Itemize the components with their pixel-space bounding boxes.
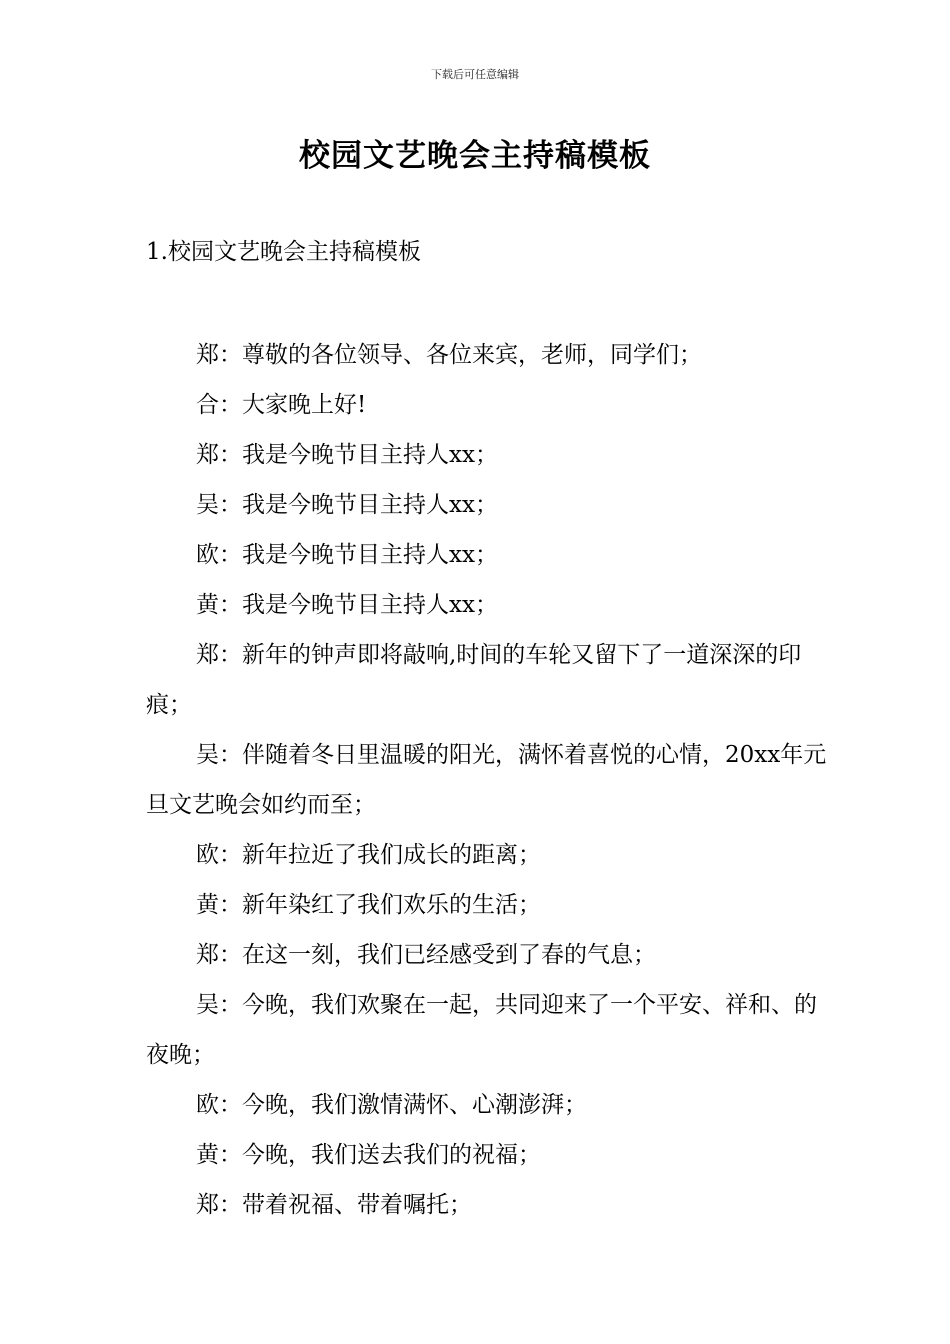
dialogue-body	[146, 330, 836, 1230]
dialogue-line: 郑：我是今晚节目主持人xx；	[196, 442, 498, 468]
dialogue-line: 欧：新年拉近了我们成长的距离；	[196, 842, 541, 868]
dialogue-line: 黄：新年染红了我们欢乐的生活；	[196, 892, 541, 918]
section-heading: 1.校园文艺晚会主持稿模板	[146, 239, 421, 265]
dialogue-line: 合：大家晚上好!	[196, 392, 367, 418]
dialogue-line: 郑：在这一刻，我们已经感受到了春的气息；	[196, 942, 656, 968]
dialogue-line: 郑：带着祝福、带着嘱托；	[196, 1192, 472, 1218]
dialogue-line: 吴：今晚，我们欢聚在一起，共同迎来了一个平安、祥和、的夜晚；	[146, 992, 817, 1068]
header-note: 下载后可任意编辑	[431, 68, 519, 81]
dialogue-line: 郑：新年的钟声即将敲响,时间的车轮又留下了一道深深的印痕；	[146, 642, 802, 718]
dialogue-line: 欧：今晚，我们激情满怀、心潮澎湃；	[196, 1092, 587, 1118]
dialogue-line: 郑：尊敬的各位领导、各位来宾，老师，同学们；	[196, 342, 702, 368]
dialogue-line: 欧：我是今晚节目主持人xx；	[196, 542, 498, 568]
dialogue-line: 吴：我是今晚节目主持人xx；	[196, 492, 498, 518]
dialogue-line: 黄：今晚，我们送去我们的祝福；	[196, 1142, 541, 1168]
dialogue-line: 黄：我是今晚节目主持人xx；	[196, 592, 498, 618]
document-title: 校园文艺晚会主持稿模板	[299, 138, 651, 174]
dialogue-line: 吴：伴随着冬日里温暖的阳光，满怀着喜悦的心情，20xx年元旦文艺晚会如约而至；	[146, 742, 827, 818]
